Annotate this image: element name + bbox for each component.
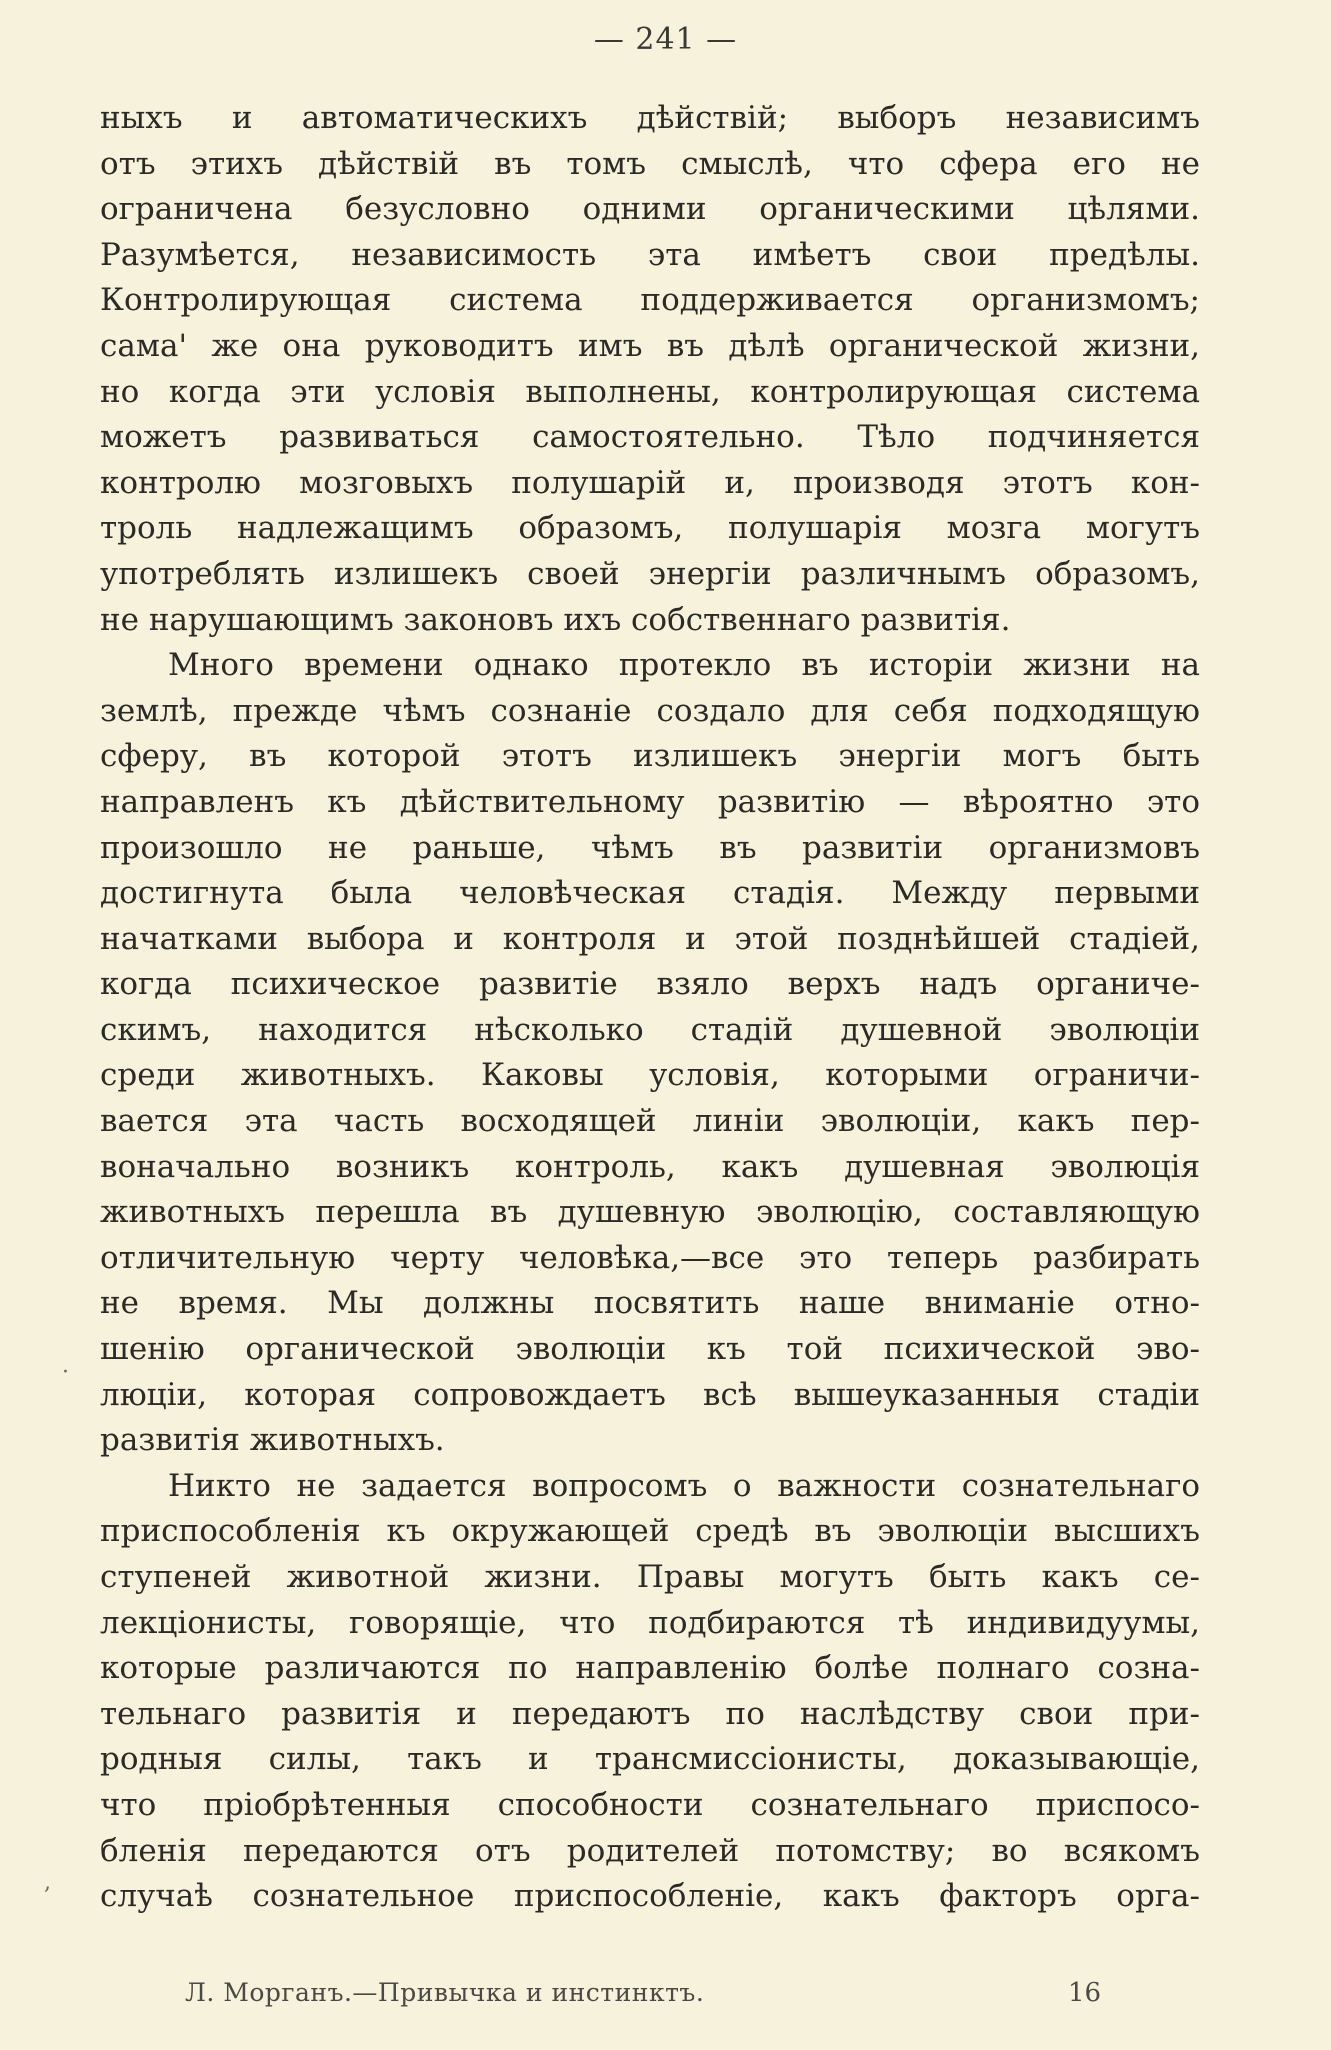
text-line: родныя силы, такъ и трансмиссіонисты, доказывающіе, (100, 1741, 1200, 1778)
text-line: не нарушающимъ законовъ ихъ собственнаго развитія. (100, 601, 1011, 638)
text-line: начатками выбора и контроля и этой позднѣйшей стадіей, (100, 920, 1200, 957)
margin-dot: · (62, 1360, 69, 1385)
text-line: отъ этихъ дѣйствій въ томъ смыслѣ, что сфера его не (100, 145, 1200, 182)
text-line: что пріобрѣтенныя способности сознательнаго приспосо- (100, 1786, 1200, 1823)
text-line: достигнута была человѣческая стадія. Между первыми (100, 875, 1200, 912)
text-line: вается эта часть восходящей линіи эволюціи, какъ пер- (100, 1103, 1200, 1140)
text-line: направленъ къ дѣйствительному развитію — вѣроятно это (100, 783, 1200, 820)
text-line: употреблять излишекъ своей энергіи различнымъ образомъ, (100, 555, 1200, 592)
page-footer (0, 1978, 1331, 2018)
text-line: но когда эти условія выполнены, контролирующая система (100, 373, 1200, 410)
text-line: которые различаются по направленію болѣе полнаго созна- (100, 1650, 1200, 1687)
text-line: развитія животныхъ. (100, 1422, 445, 1459)
text-line: среди животныхъ. Каковы условія, которыми ограничи- (100, 1057, 1200, 1094)
text-line: произошло не раньше, чѣмъ въ развитіи организмовъ (100, 829, 1200, 866)
text-line: ограничена безусловно одними органическими цѣлями. (100, 191, 1200, 228)
text-line: можетъ развиваться самостоятельно. Тѣло подчиняется (100, 419, 1200, 456)
text-line: ступеней животной жизни. Правы могутъ быть какъ се- (100, 1559, 1200, 1595)
text-line: когда психическое развитіе взяло верхъ надъ органиче- (100, 966, 1200, 1003)
text-line: животныхъ перешла въ душевную эволюцію, составляющую (100, 1194, 1200, 1231)
text-line: Контролирующая система поддерживается организмомъ; (100, 282, 1200, 319)
footer-signature-number: 16 (1068, 1978, 1102, 2008)
text-line: лекціонисты, говорящіе, что подбираются тѣ индивидуумы, (100, 1604, 1200, 1641)
text-line: сферу, въ которой этотъ излишекъ энергіи могъ быть (100, 738, 1200, 775)
text-line: троль надлежащимъ образомъ, полушарія мозга могутъ (100, 510, 1200, 547)
text-line: ныхъ и автоматическихъ дѣйствій; выборъ независимъ (100, 100, 1200, 136)
text-line: тельнаго развитія и передаютъ по наслѣдству свои при- (100, 1695, 1200, 1732)
text-line: Много времени однако протекло въ исторіи жизни на (168, 647, 1200, 684)
text-line: шенію органической эволюціи къ той психической эво- (100, 1331, 1200, 1368)
body-text (100, 96, 1200, 1920)
margin-comma: , (44, 1870, 51, 1895)
text-line: приспособленія къ окружающей средѣ въ эволюціи высшихъ (100, 1513, 1200, 1550)
text-line: скимъ, находится нѣсколько стадій душевной эволюціи (100, 1011, 1200, 1048)
text-line: Разумѣется, независимость эта имѣетъ свои предѣлы. (100, 236, 1200, 273)
text-line: воначально возникъ контроль, какъ душевная эволюція (100, 1148, 1200, 1185)
text-line: землѣ, прежде чѣмъ сознаніе создало для себя подходящую (100, 692, 1200, 729)
footer-signature-title: Л. Морганъ.—Привычка и инстинктъ. (185, 1978, 705, 2007)
text-line: не время. Мы должны посвятить наше вниманіе отно- (100, 1285, 1200, 1322)
text-line: бленія передаются отъ родителей потомству; во всякомъ (100, 1832, 1200, 1869)
text-line: отличительную черту человѣка,—все это теперь разбирать (100, 1239, 1200, 1276)
text-line: контролю мозговыхъ полушарій и, производя этотъ кон- (100, 464, 1200, 501)
page-number: — 241 — (593, 22, 738, 57)
text-line: случаѣ сознательное приспособленіе, какъ факторъ орга- (100, 1878, 1200, 1915)
text-line: люціи, которая сопровождаетъ всѣ вышеуказанныя стадіи (100, 1376, 1200, 1413)
text-line: Никто не задается вопросомъ о важности сознательнаго (168, 1467, 1200, 1504)
text-line: сама' же она руководитъ имъ въ дѣлѣ органической жизни, (100, 327, 1200, 364)
